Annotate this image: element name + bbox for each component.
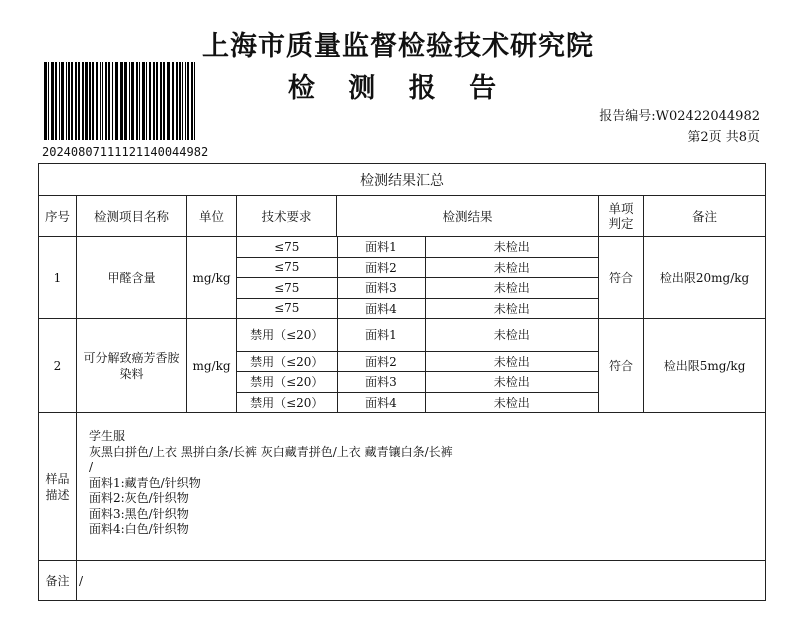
- barcode-bar: [59, 62, 60, 140]
- fabric-label: 面料1: [337, 237, 425, 257]
- fabric-label: 面料4: [337, 298, 425, 318]
- barcode-bar: [112, 62, 113, 140]
- barcode-bar: [66, 62, 67, 140]
- note-value: /: [77, 561, 766, 601]
- barcode-bar: [142, 62, 145, 140]
- result-value: 未检出: [425, 392, 598, 412]
- barcode-bar: [179, 62, 181, 140]
- barcode-bar: [153, 62, 155, 140]
- item-name: 甲醛含量: [77, 237, 187, 319]
- fabric-label: 面料2: [337, 257, 425, 278]
- barcode-bar: [163, 62, 165, 140]
- barcode-bar: [75, 62, 77, 140]
- barcode-bar: [182, 62, 183, 140]
- barcode-bar: [92, 62, 94, 140]
- note-row: [39, 561, 766, 601]
- barcode-bar: [68, 62, 70, 140]
- requirement-value: 禁用（≤20）: [237, 319, 337, 351]
- barcode-bar: [105, 62, 107, 140]
- item-unit: mg/kg: [187, 237, 237, 319]
- header-remark: 备注: [644, 196, 766, 237]
- header-seq: 序号: [39, 196, 77, 237]
- page-indicator: 第2页 共8页: [687, 130, 760, 145]
- barcode-bar: [156, 62, 158, 140]
- barcode-bar: [48, 62, 49, 140]
- result-value: 未检出: [425, 319, 598, 351]
- fabric-label: 面料3: [337, 278, 425, 299]
- item-judgement: 符合: [599, 237, 644, 319]
- requirement-value: ≤75: [237, 237, 337, 257]
- report-number: 报告编号:W02422044982: [599, 109, 760, 124]
- requirement-value: ≤75: [237, 298, 337, 318]
- requirement-value: 禁用（≤20）: [237, 372, 337, 393]
- fabric-label: 面料2: [337, 351, 425, 372]
- item-unit: mg/kg: [187, 319, 237, 413]
- barcode-bar: [115, 62, 118, 140]
- barcode-bar: [120, 62, 123, 140]
- sample-line: 灰黑白拼色/上衣 黑拼白条/长裤 灰白藏青拼色/上衣 藏青镶白条/长裤: [89, 444, 453, 459]
- barcode-bar: [108, 62, 110, 140]
- item-judgement: 符合: [599, 319, 644, 413]
- requirement-value: 禁用（≤20）: [237, 392, 337, 412]
- item-name: 可分解致癌芳香胺染料: [77, 319, 187, 413]
- table-row: [39, 319, 766, 413]
- barcode-bar: [149, 62, 151, 140]
- barcode-bar: [185, 62, 186, 140]
- barcode-bar: [89, 62, 91, 140]
- document-title: 检 测 报 告: [287, 73, 509, 104]
- barcode-bar: [85, 62, 88, 140]
- barcode-bar: [61, 62, 64, 140]
- barcode-bar: [71, 62, 73, 140]
- barcode-bar: [55, 62, 57, 140]
- barcode-bar: [102, 62, 103, 140]
- barcode-bar: [194, 62, 195, 140]
- requirement-value: 禁用（≤20）: [237, 351, 337, 372]
- barcode-number: 20240807111121140044982: [42, 145, 209, 159]
- section-title: 检测结果汇总: [39, 164, 766, 196]
- requirement-value: ≤75: [237, 278, 337, 299]
- result-value: 未检出: [425, 372, 598, 393]
- barcode-bar: [82, 62, 84, 140]
- note-label: 备注: [39, 561, 77, 601]
- sample-line: 面料2:灰色/针织物: [89, 491, 189, 505]
- header-result: 检测结果: [337, 196, 599, 237]
- barcode-bar: [51, 62, 54, 140]
- result-value: 未检出: [425, 257, 598, 278]
- fabric-label: 面料3: [337, 372, 425, 393]
- results-table: [38, 163, 766, 601]
- item-remark: 检出限5mg/kg: [644, 319, 766, 413]
- barcode-bar: [146, 62, 147, 140]
- sample-description: [77, 413, 766, 561]
- sample-line: /: [89, 460, 94, 474]
- fabric-label: 面料1: [337, 319, 425, 351]
- barcode-image: [44, 62, 196, 140]
- barcode-bar: [191, 62, 193, 140]
- barcode-bar: [78, 62, 80, 140]
- barcode-bar: [167, 62, 170, 140]
- sample-line: 面料4:白色/针织物: [89, 522, 189, 536]
- sample-row: [39, 413, 766, 561]
- requirement-value: ≤75: [237, 257, 337, 278]
- barcode-bar: [139, 62, 140, 140]
- barcode-bar: [100, 62, 101, 140]
- fabric-label: 面料4: [337, 392, 425, 412]
- sample-line: 面料1:藏青色/针织物: [89, 475, 201, 490]
- header-item: 检测项目名称: [77, 196, 187, 237]
- barcode-bar: [129, 62, 130, 140]
- barcode-bar: [131, 62, 134, 140]
- result-value: 未检出: [425, 351, 598, 372]
- sample-line: 学生服: [89, 429, 126, 443]
- barcode-bar: [44, 62, 47, 140]
- barcode-bar: [96, 62, 98, 140]
- barcode-bar: [172, 62, 174, 140]
- table-row: [39, 237, 766, 319]
- item-remark: 检出限20mg/kg: [644, 237, 766, 319]
- result-value: 未检出: [425, 237, 598, 257]
- subresults-table: [237, 319, 598, 412]
- sample-label: 样品 描述: [39, 413, 77, 561]
- result-value: 未检出: [425, 278, 598, 299]
- barcode-bar: [160, 62, 162, 140]
- barcode-bar: [176, 62, 178, 140]
- barcode-bar: [187, 62, 189, 140]
- header-requirement: 技术要求: [237, 196, 337, 237]
- sample-line: 面料3:黑色/针织物: [89, 506, 189, 521]
- item-seq: 2: [39, 319, 77, 413]
- result-value: 未检出: [425, 298, 598, 318]
- header-judgement: 单项 判定: [599, 196, 644, 237]
- item-seq: 1: [39, 237, 77, 319]
- barcode-bar: [136, 62, 138, 140]
- barcode-bar: [124, 62, 127, 140]
- header-unit: 单位: [187, 196, 237, 237]
- subresults-table: [237, 237, 598, 318]
- institute-name: 上海市质量监督检验技术研究院: [202, 31, 594, 62]
